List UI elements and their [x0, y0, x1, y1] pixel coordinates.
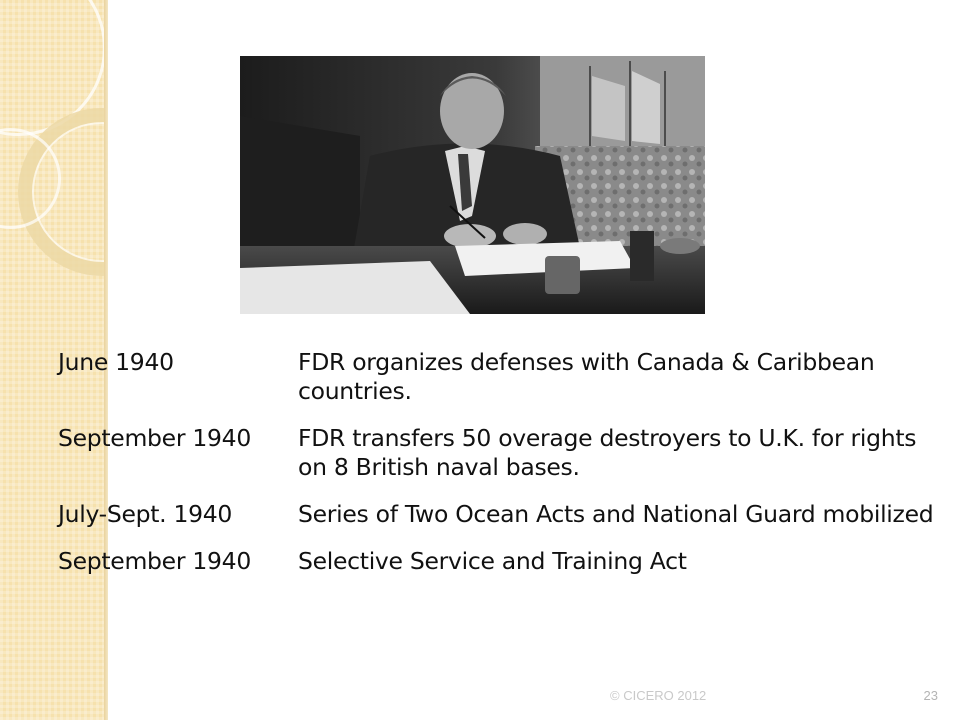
fdr-signing-photo [240, 56, 705, 314]
timeline-entry [58, 547, 938, 576]
page-number: 23 [923, 688, 938, 703]
entry-date: September 1940 [58, 547, 251, 575]
entry-description: Selective Service and Training Act [298, 547, 687, 575]
entry-description: FDR organizes defenses with Canada & Caribbean countries. [298, 348, 875, 405]
entry-date: July-Sept. 1940 [58, 500, 233, 528]
entry-date: September 1940 [58, 424, 251, 452]
entry-description: FDR transfers 50 overage destroyers to U.K. for rights on 8 British naval bases. [298, 424, 917, 481]
timeline-list [58, 348, 938, 594]
timeline-entry [58, 424, 938, 482]
timeline-entry [58, 348, 938, 406]
entry-description: Series of Two Ocean Acts and National Guard mobilized [298, 500, 934, 528]
footer-copyright: © CICERO 2012 [610, 688, 707, 703]
timeline-entry [58, 500, 938, 529]
entry-date: June 1940 [58, 348, 174, 376]
